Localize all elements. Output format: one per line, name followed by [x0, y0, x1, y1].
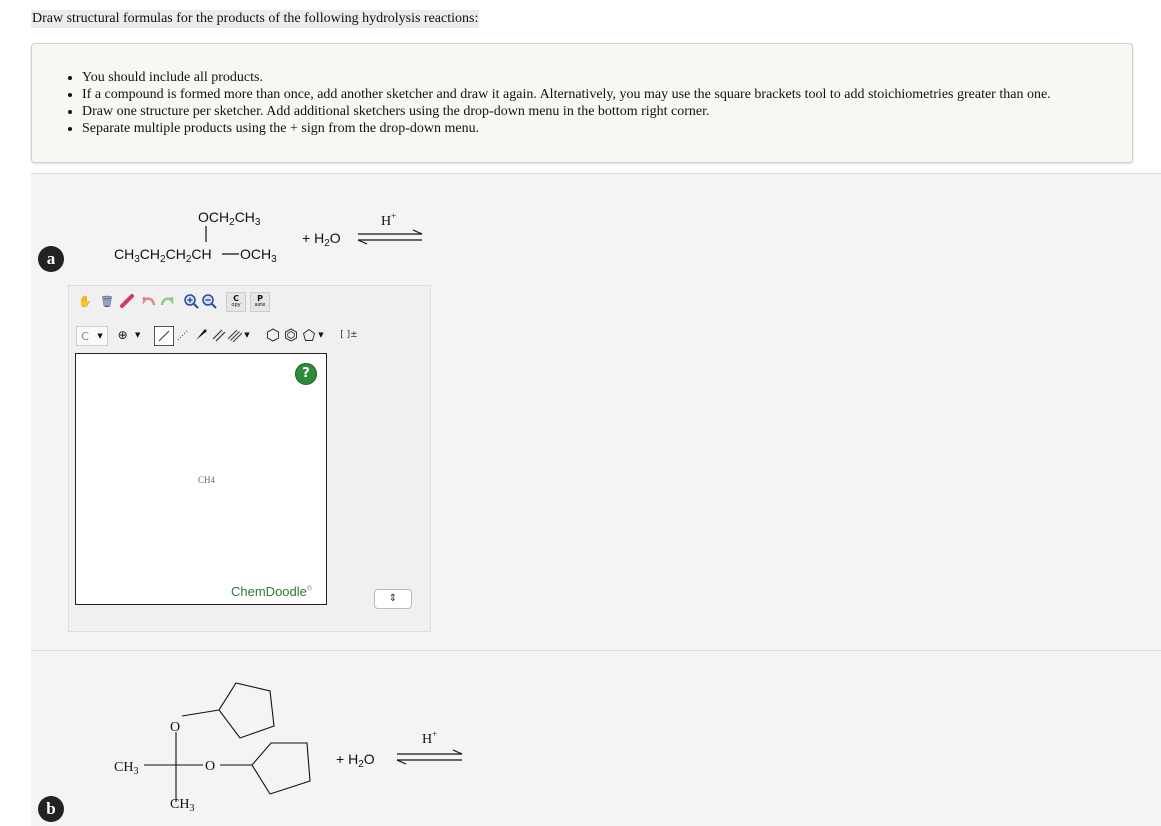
- reagent-water: + $H_2O$: [302, 230, 341, 249]
- reactant-main-chain: $CH_3CH_2CH_2CH$: [114, 246, 212, 265]
- chevron-down-icon[interactable]: ▼: [318, 331, 324, 339]
- single-bond-button[interactable]: [154, 326, 174, 346]
- chevron-down-icon: ▼: [134, 331, 141, 339]
- cyclopentane-lower-ring: [252, 743, 310, 794]
- instruction-item: • Separate multiple products using the + sign from the drop-down menu.: [82, 120, 1051, 137]
- methyl-left-label: $CH_3$: [114, 760, 139, 777]
- pan-hand-icon[interactable]: ✋: [78, 294, 92, 308]
- sketcher-toolbar-top: [76, 292, 276, 314]
- part-b-reaction: [100, 680, 480, 820]
- dashed-bond-button[interactable]: [174, 326, 192, 344]
- chevron-down-icon: ▼: [97, 332, 103, 340]
- ether-oxygen-right: O: [205, 759, 216, 774]
- zoom-in-icon[interactable]: [182, 292, 200, 310]
- redo-icon[interactable]: [158, 292, 176, 310]
- chevron-down-icon[interactable]: ▼: [244, 331, 250, 339]
- paste-sub: aste: [254, 302, 266, 308]
- copy-button[interactable]: [226, 292, 246, 312]
- chemdoodle-brand-mark: ®: [306, 585, 313, 593]
- instruction-item: • You should include all products.: [82, 69, 1051, 86]
- reagent-water: + $H_2O$: [336, 751, 375, 770]
- clear-icon[interactable]: 🗑: [100, 294, 114, 308]
- paste-button[interactable]: [250, 292, 270, 312]
- question-text: Draw structural formulas for the products of the following hydrolysis reactions:: [32, 11, 479, 26]
- paste-label: P: [257, 294, 263, 303]
- zoom-out-icon[interactable]: [200, 292, 218, 310]
- part-a-reaction: [100, 200, 440, 275]
- benzene-button[interactable]: [282, 326, 300, 344]
- copy-sub: opy: [231, 302, 241, 308]
- cyclopentane-upper-ring: [219, 683, 274, 738]
- instruction-item: • Draw one structure per sketcher. Add additional sketchers using the drop-down menu in the bottom right corner.: [82, 103, 1051, 120]
- charge-selector[interactable]: [114, 326, 144, 344]
- canvas-hint-text: CH4: [198, 475, 216, 485]
- instruction-item: • If a compound is formed more than once, add another sketcher and draw it again. Alternatively, you may use the square brackets tool to add stoichiometries greater than one.: [82, 86, 1051, 103]
- add-sketcher-dropdown[interactable]: ⇕: [374, 589, 412, 609]
- instructions-box: [31, 43, 1133, 163]
- ether-oxygen-top: O: [170, 720, 181, 735]
- plus-charge-icon: ⊕: [117, 328, 128, 342]
- part-b-badge: b: [38, 796, 64, 822]
- cyclohexane-button[interactable]: [264, 326, 282, 344]
- part-a-badge: a: [38, 246, 64, 272]
- help-button[interactable]: ?: [295, 363, 317, 385]
- copy-label: C: [233, 294, 239, 303]
- methyl-bottom-label: $CH_3$: [170, 797, 195, 814]
- reactant-substituent: $OCH_2CH_3$: [198, 209, 261, 228]
- brackets-tool-button[interactable]: [ ]±: [340, 330, 358, 340]
- element-selector[interactable]: [76, 326, 108, 346]
- chemdoodle-brand: [231, 584, 312, 599]
- instructions-list: [32, 69, 1051, 137]
- equilibrium-arrow: [358, 230, 422, 244]
- eraser-icon[interactable]: [118, 292, 136, 310]
- catalyst-label: H+: [381, 211, 397, 229]
- chemdoodle-brand-label: ChemDoodle: [231, 584, 307, 599]
- reactant-methoxy: $OCH_3$: [240, 246, 277, 265]
- wedge-bond-button[interactable]: [192, 326, 210, 344]
- equilibrium-arrow: [397, 750, 462, 764]
- sketcher-toolbar-bottom: [76, 326, 366, 348]
- catalyst-label: H+: [422, 729, 438, 747]
- element-label: C: [81, 329, 89, 343]
- undo-icon[interactable]: [140, 292, 158, 310]
